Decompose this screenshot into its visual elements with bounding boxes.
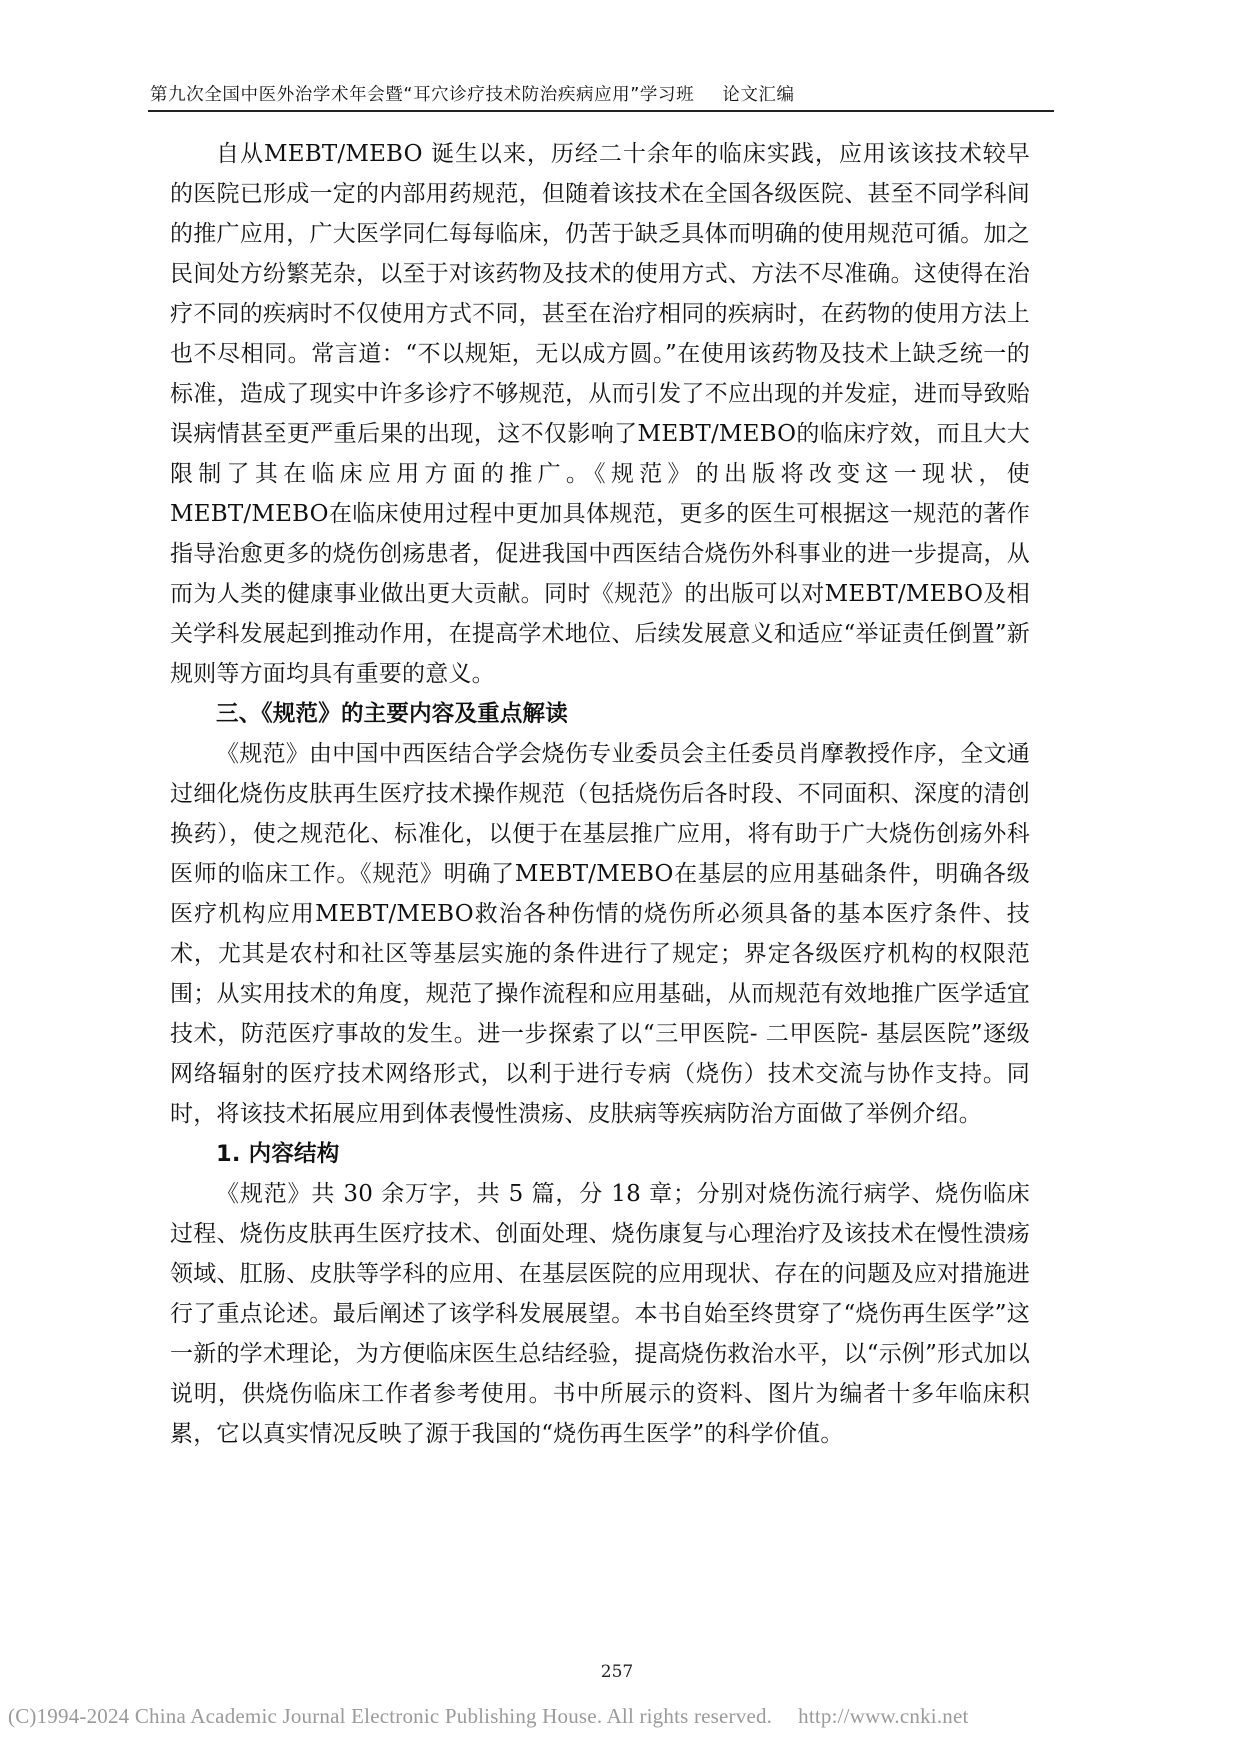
header-rule	[148, 110, 1054, 112]
proceedings-title: 第九次全国中医外治学术年会暨“耳穴诊疗技术防治疾病应用”学习班	[150, 85, 695, 105]
running-header	[150, 84, 1050, 106]
collection-label: 论文汇编	[722, 85, 795, 105]
article-body	[170, 134, 1030, 1454]
subsection-heading: 1. 内容结构	[216, 1141, 340, 1167]
copyright-footer	[8, 1704, 1234, 1729]
paragraph: 自从MEBT/MEBO 诞生以来，历经二十余年的临床实践，应用该该技术较早的医院已形成一定的内部用药规范，但随着该技术在全国各级医院、甚至不同学科间的推广应用，广大医学同仁每每临床，仍苦于缺乏具体而明确的使用规范可循。加之民间处方纷繁芜杂，以至于对该药物及技术的使用方式、方法不尽准确。这使得在治疗不同的疾病时不仅使用方式不同，甚至在治疗相同的疾病时，在药物的使用方法上也不尽相同。常言道：“不以规矩，无以成方圆。”在使用该药物及技术上缺乏统一的标准，造成了现实中许多诊疗不够规范，从而引发了不应出现的并发症，进而导致贻误病情甚至更严重后果的出现，这不仅影响了MEBT/MEBO的临床疗效，而且大大限制了其在临床应用方面的推广。《规范》的出版将改变这一现状，使MEBT/MEBO在临床使用过程中更加具体规范，更多的医生可根据这一规范的著作指导治愈更多的烧伤创疡患者，促进我国中西医结合烧伤外科事业的进一步提高，从而为人类的健康事业做出更大贡献。同时《规范》的出版可以对MEBT/MEBO及相关学科发展起到推动作用，在提高学术地位、后续发展意义和适应“举证责任倒置”新规则等方面均具有重要的意义。	[170, 141, 1030, 687]
section-heading: 三、《规范》的主要内容及重点解读	[216, 701, 568, 727]
copyright-notice: (C)1994-2024 China Academic Journal Electronic Publishing House. All rights reserved.	[8, 1704, 773, 1728]
page-number: 257	[600, 1662, 634, 1682]
paragraph: 《规范》共 30 余万字，共 5 篇，分 18 章；分别对烧伤流行病学、烧伤临床过程、烧伤皮肤再生医疗技术、创面处理、烧伤康复与心理治疗及该技术在慢性溃疡领域、肛肠、皮肤等学科的应用、在基层医院的应用现状、存在的问题及应对措施进行了重点论述。最后阐述了该学科发展展望。本书自始至终贯穿了“烧伤再生医学”这一新的学术理论，为方便临床医生总结经验，提高烧伤救治水平，以“示例”形式加以说明，供烧伤临床工作者参考使用。书中所展示的资料、图片为编者十多年临床积累，它以真实情况反映了源于我国的“烧伤再生医学”的科学价值。	[170, 1181, 1030, 1447]
paragraph: 《规范》由中国中西医结合学会烧伤专业委员会主任委员肖摩教授作序，全文通过细化烧伤皮肤再生医疗技术操作规范（包括烧伤后各时段、不同面积、深度的清创换药），使之规范化、标准化，以便于在基层推广应用，将有助于广大烧伤创疡外科医师的临床工作。《规范》明确了MEBT/MEBO在基层的应用基础条件，明确各级医疗机构应用MEBT/MEBO救治各种伤情的烧伤所必须具备的基本医疗条件、技术，尤其是农村和社区等基层实施的条件进行了规定；界定各级医疗机构的权限范围；从实用技术的角度，规范了操作流程和应用基础，从而规范有效地推广医学适宜技术，防范医疗事故的发生。进一步探索了以“三甲医院- 二甲医院- 基层医院”逐级网络辐射的医疗技术网络形式，以利于进行专病（烧伤）技术交流与协作支持。同时，将该技术拓展应用到体表慢性溃疡、皮肤病等疾病防治方面做了举例介绍。	[170, 741, 1030, 1127]
footer-link[interactable]: http://www.cnki.net	[798, 1704, 969, 1728]
